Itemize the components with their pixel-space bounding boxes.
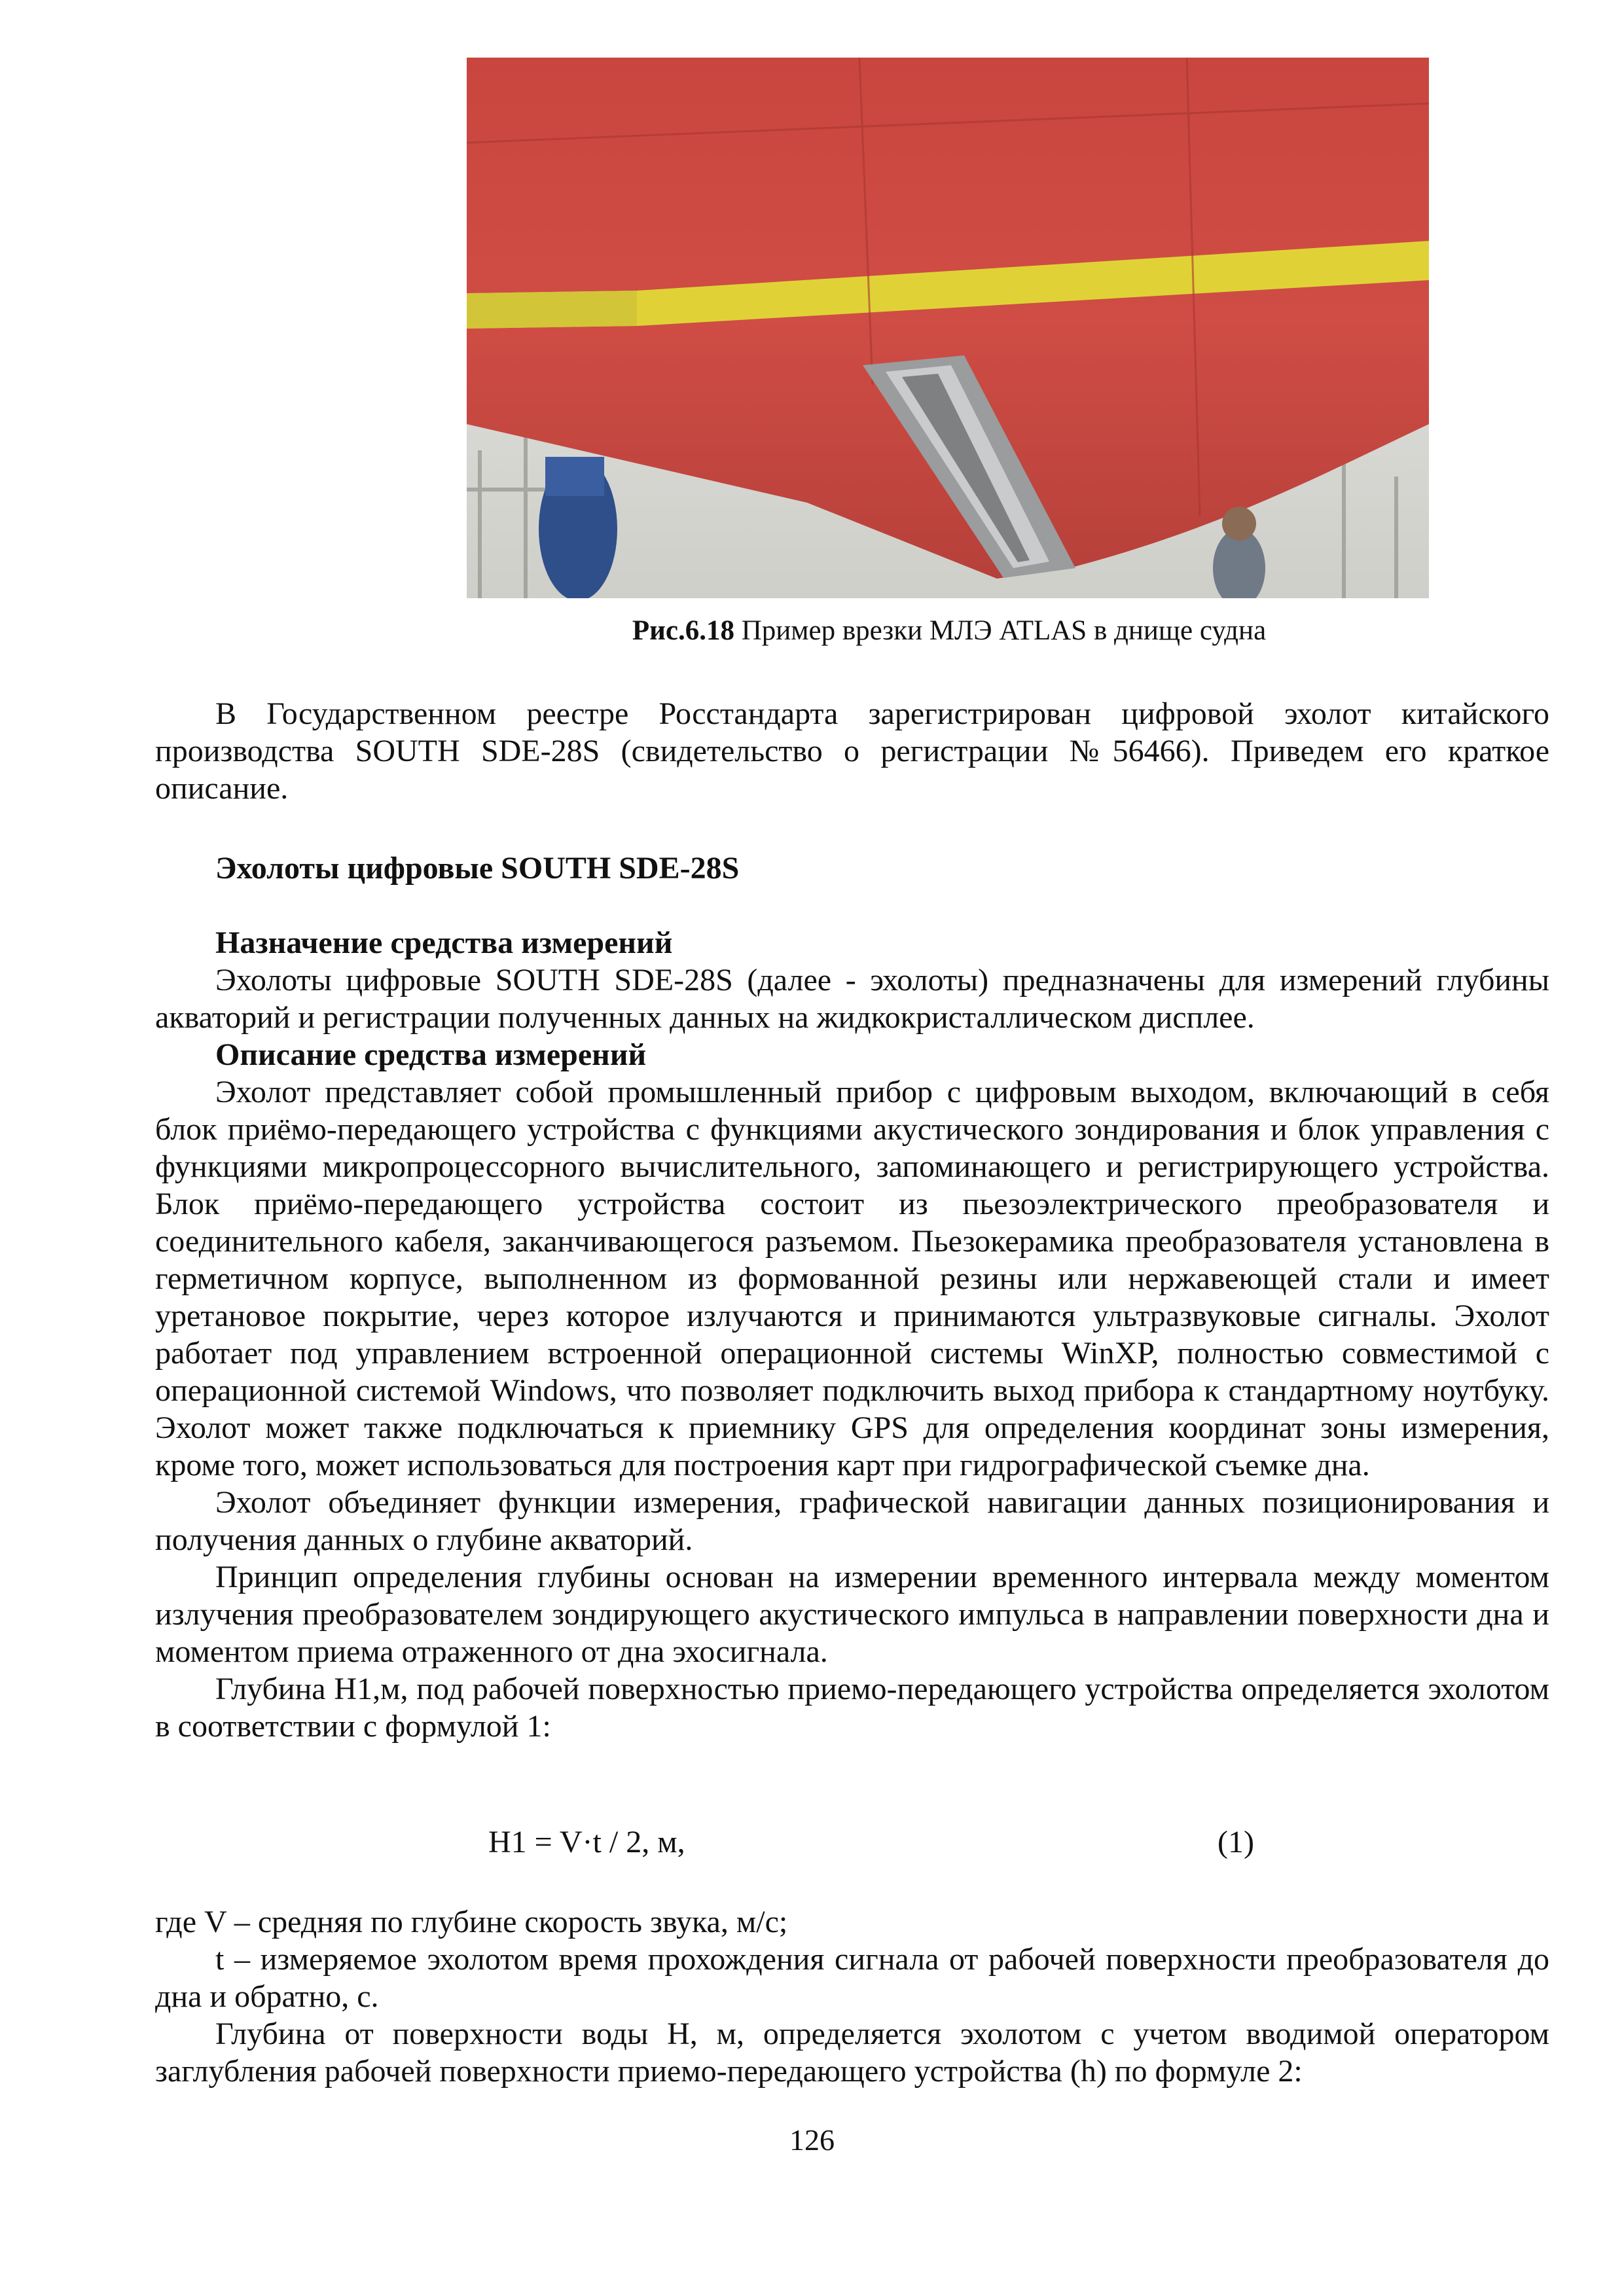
figure-caption: [458, 613, 1440, 649]
section-text-purpose: Эхолоты цифровые SOUTH SDE-28S (далее - эхолоты) предназначены для измерений глубины акваторий и регистрации полученных данных на жидкокристаллическом дисплее.: [155, 963, 1549, 1035]
description-paragraph-4: Глубина H1,м, под рабочей поверхностью приемо-передающего устройства определяется эхолотом в соответствии с формулой 1:: [155, 1672, 1549, 1744]
document-title-block: [155, 850, 1549, 887]
formula-number: (1): [1218, 1825, 1254, 1859]
document-title: Эхолоты цифровые SOUTH SDE-28S: [215, 851, 740, 886]
formula-block: [155, 1823, 1549, 1863]
description-paragraph-1: Эхолот представляет собой промышленный прибор с цифровым выходом, включающий в себя блок приёмо-передающего устройства с функциями акустического зондирования и блок управления с функциями микропроцессорного вычислительного, запоминающего и регистрирующего устройства. Блок приёмо-передающего устройства состоит из пьезоэлектрического преобразователя и соединительного кабеля, заканчивающегося разъемом. Пьезокерамика преобразователя установлена в герметичном корпусе, выполненном из формованной резины или нержавеющей стали и имеет уретановое покрытие, через которое излучаются и принимаются ультразвуковые сигналы. Эхолот работает под управлением встроенной операционной системы WinXP, полностью совместимой с операционной системой Windows, что позволяет подключить выход прибора к стандартному ноутбуку. Эхолот может также подключаться к приемнику GPS для определения координат зоны измерения, кроме того, может использоваться для построения карт при гидрографической съемке дна.: [155, 1075, 1549, 1482]
ship-hull-photo: [467, 58, 1429, 598]
variables-block: [155, 1903, 1549, 2090]
description-paragraph-2: Эхолот объединяет функции измерения, графической навигации данных позиционирования и получения данных о глубине акваторий.: [155, 1485, 1549, 1557]
formula-1: [155, 1823, 1549, 1863]
body-block: [155, 924, 1549, 1745]
section-heading-purpose: Назначение средства измерений: [215, 925, 673, 960]
worker-left: [539, 457, 617, 598]
figure-label: Рис.6.18: [632, 615, 734, 646]
section-heading-description: Описание средства измерений: [215, 1037, 647, 1072]
formula-expression: H1 = V·t / 2, м,: [488, 1825, 685, 1859]
final-paragraph: Глубина от поверхности воды H, м, определяется эхолотом с учетом вводимой оператором заглубления рабочей поверхности приемо-передающего устройства (h) по формуле 2:: [155, 2017, 1549, 2089]
variable-t-definition: t – измеряемое эхолотом время прохождения сигнала от рабочей поверхности преобразователя до дна и обратно, с.: [155, 1942, 1549, 2014]
figure-caption-text: Пример врезки МЛЭ ATLAS в днище судна: [734, 615, 1267, 646]
intro-paragraph: В Государственном реестре Росстандарта зарегистрирован цифровой эхолот китайского производства SOUTH SDE-28S (свидетельство о регистрации №56466). Приведем его краткое описание.: [155, 696, 1549, 806]
variable-v-definition: где V – средняя по глубине скорость звука, м/с;: [155, 1905, 788, 1939]
page-number: 126: [789, 2123, 835, 2157]
ship-hull-image: [467, 58, 1429, 598]
description-paragraph-3: Принцип определения глубины основан на измерении временного интервала между моментом излучения преобразователем зондирующего акустического импульса в направлении поверхности дна и моментом приема отраженного от дна эхосигнала.: [155, 1560, 1549, 1669]
intro-block: [155, 695, 1549, 807]
